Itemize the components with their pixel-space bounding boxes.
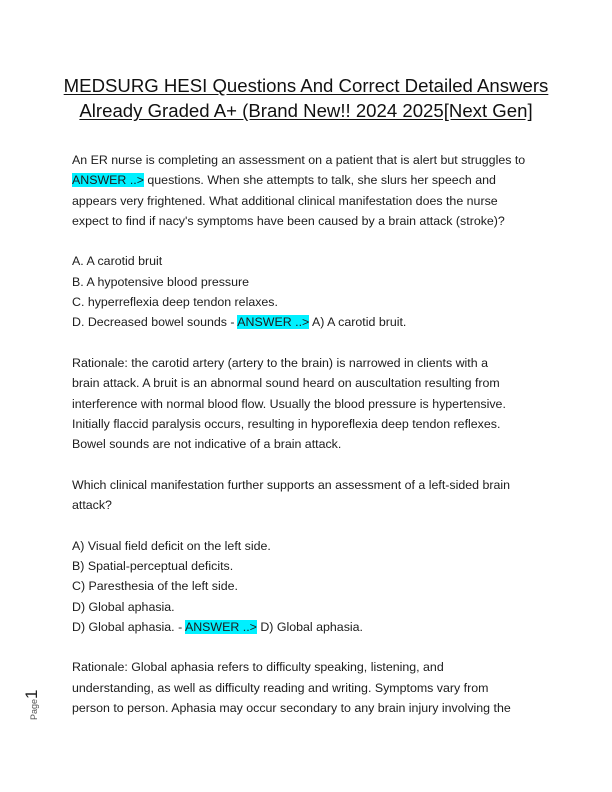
option-item: A. A carotid bruit <box>72 254 163 269</box>
rationale-line: Initially flaccid paralysis occurs, resulting in hyporeflexia deep tendon reflexes. <box>72 416 501 431</box>
title-line: MEDSURG HESI Questions And Correct Detailed Answers <box>63 75 549 96</box>
rationale-line: brain attack. A bruit is an abnormal sound heard on auscultation resulting from <box>72 376 500 391</box>
option-item: B. A hypotensive blood pressure <box>72 274 250 289</box>
rationale-line: Bowel sounds are not indicative of a brain attack. <box>72 437 342 452</box>
rationale-2 <box>72 657 550 718</box>
question-text-line: attack? <box>72 498 112 513</box>
rationale-line: Rationale: Global aphasia refers to difficulty speaking, listening, and <box>72 660 444 675</box>
answer-highlight: ANSWER ..> <box>72 173 144 188</box>
question-text-line: ANSWER ..> questions. When she attempts to talk, she slurs her speech and <box>72 173 496 188</box>
document-title <box>40 73 572 123</box>
question-text-line: appears very frightened. What additional clinical manifestation does the nurse <box>72 193 498 208</box>
title-line: Already Graded A+ (Brand New!! 2024 2025[Next Gen] <box>79 100 533 121</box>
page-label: Page <box>29 698 39 720</box>
question-1 <box>72 150 550 231</box>
option-item: B) Spatial-perceptual deficits. <box>72 558 234 573</box>
option-item: C. hyperreflexia deep tendon relaxes. <box>72 295 278 310</box>
question-text-line: expect to find if nacy's symptoms have been caused by a brain attack (stroke)? <box>72 213 505 228</box>
rationale-line: interference with normal blood flow. Usually the blood pressure is hypertensive. <box>72 396 506 411</box>
option-item: C) Paresthesia of the left side. <box>72 579 238 594</box>
option-item-with-answer: D. Decreased bowel sounds - ANSWER ..> A) A carotid bruit. <box>72 315 407 330</box>
option-item: D) Global aphasia. <box>72 599 175 614</box>
option-item: A) Visual field deficit on the left side. <box>72 538 271 553</box>
question-2 <box>72 475 550 516</box>
answer-highlight: ANSWER ..> <box>184 619 257 634</box>
rationale-line: understanding, as well as difficulty reading and writing. Symptoms vary from <box>72 680 489 695</box>
document-body <box>72 150 550 739</box>
question-text-line: An ER nurse is completing an assessment on a patient that is alert but struggles to <box>72 153 526 167</box>
question-text-line: Which clinical manifestation further supports an assessment of a left-sided brain <box>72 477 511 492</box>
answer-highlight: ANSWER ..> <box>237 315 310 330</box>
question-2-options <box>72 536 550 637</box>
question-1-options <box>72 251 550 332</box>
rationale-1 <box>72 353 550 454</box>
option-item-with-answer: D) Global aphasia. - ANSWER ..> D) Global aphasia. <box>72 619 363 634</box>
rationale-line: person to person. Aphasia may occur secondary to any brain injury involving the <box>72 701 511 716</box>
page-number <box>22 690 42 721</box>
page-number-value: 1 <box>22 689 41 699</box>
rationale-line: Rationale: the carotid artery (artery to the brain) is narrowed in clients with a <box>72 355 488 370</box>
